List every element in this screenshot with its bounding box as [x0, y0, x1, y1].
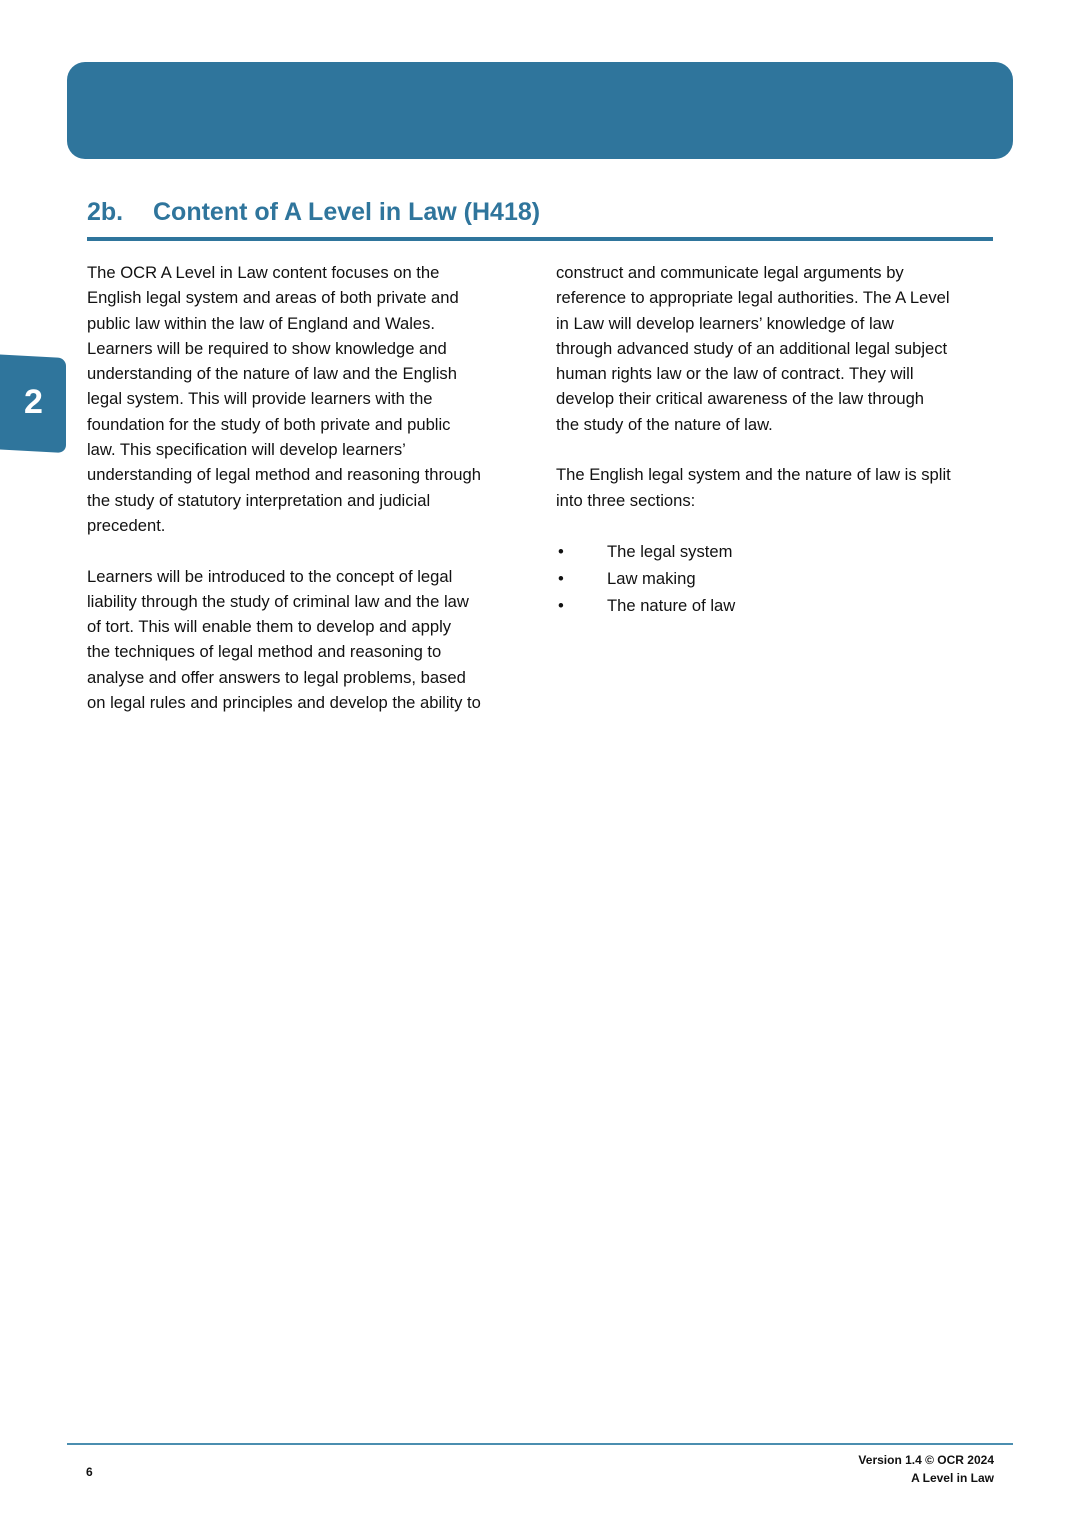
document-title: A Level in Law	[911, 1471, 994, 1485]
text-line: through advanced study of an additional legal subject	[556, 338, 948, 358]
version-text: Version 1.4 © OCR 2024	[858, 1453, 994, 1467]
text-line: public law within the law of England and Wales.	[87, 313, 436, 333]
footer-info	[858, 1451, 994, 1487]
list-item-text: Law making	[607, 569, 696, 588]
text-line: law. This specification will develop learners’	[87, 440, 406, 460]
section-heading	[87, 198, 540, 227]
list-item	[556, 594, 735, 621]
text-line: Learners will be required to show knowledge and	[87, 338, 447, 358]
text-line: The OCR A Level in Law content focuses on the	[87, 263, 440, 282]
text-line: liability through the study of criminal law and the law	[87, 591, 469, 611]
text-line: Learners will be introduced to the concept of legal	[87, 566, 453, 586]
text-line: construct and communicate legal arguments by	[556, 263, 904, 282]
footer-rule	[67, 1443, 1013, 1445]
text-line: English legal system and areas of both private and	[87, 288, 459, 308]
list-item-text: The nature of law	[607, 596, 736, 615]
text-line: the techniques of legal method and reasoning to	[87, 642, 442, 662]
bullet-icon: •	[558, 542, 564, 561]
text-line: into three sections:	[556, 490, 696, 510]
text-line: develop their critical awareness of the law through	[556, 389, 925, 409]
text-line: the study of the nature of law.	[556, 414, 773, 434]
text-line: understanding of the nature of law and the English	[87, 364, 457, 384]
heading-rule	[87, 237, 993, 241]
list-item-text: The legal system	[607, 542, 733, 561]
text-line: in Law will develop learners’ knowledge of law	[556, 313, 894, 333]
section-tab-number: 2	[24, 383, 43, 421]
text-line: precedent.	[87, 515, 166, 535]
text-line: analyse and offer answers to legal problems, based	[87, 667, 466, 687]
page-number: 6	[86, 1465, 93, 1479]
heading-title: Content of A Level in Law (H418)	[153, 198, 541, 226]
text-line: human rights law or the law of contract. They will	[556, 364, 914, 384]
text-line: the study of statutory interpretation and judicial	[87, 490, 431, 510]
text-line: understanding of legal method and reasoning through	[87, 465, 481, 485]
list-item	[556, 567, 735, 594]
text-line: on legal rules and principles and develop the ability to	[87, 693, 481, 713]
bullet-icon: •	[558, 569, 564, 588]
text-line: of tort. This will enable them to develop and apply	[87, 617, 452, 637]
left-column	[87, 260, 481, 715]
bullet-icon: •	[558, 596, 564, 615]
header-banner	[67, 62, 1013, 159]
right-column	[556, 260, 951, 513]
text-line: legal system. This will provide learners with the	[87, 389, 433, 409]
text-line: The English legal system and the nature of law is split	[556, 465, 951, 485]
text-line: reference to appropriate legal authorities. The A Level	[556, 288, 950, 308]
list-item	[556, 540, 735, 567]
text-line: foundation for the study of both private and public	[87, 414, 451, 434]
bullet-list	[556, 540, 735, 621]
heading-number: 2b.	[87, 198, 124, 226]
